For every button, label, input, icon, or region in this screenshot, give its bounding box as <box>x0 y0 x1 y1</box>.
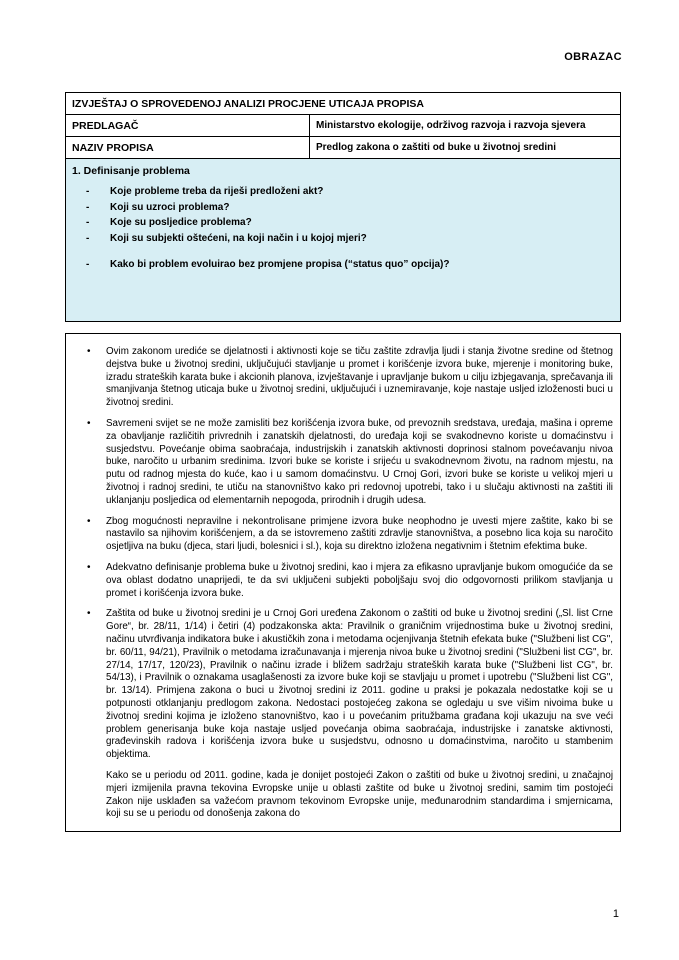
bullet-paragraph <box>66 418 620 508</box>
closing-paragraph: Kako se u periodu od 2011. godine, kada je donijet postojeći Zakon o zaštiti od buke u životnoj sredini, u značajnoj mjeri izmijenila pravna tekovina Evropske unije u oblasti zaštite od buke u životnoj sredini, samim tim postojeći Zakon nije usklađen sa važećom pravnom tekovinom Evropske unije, međunarodnim standardima i smjernicama, koji su se u periodu od donošenja zakona do <box>106 769 613 820</box>
bullet-icon: • <box>87 346 91 357</box>
question-text: Koje probleme treba da riješi predloženi akt? <box>110 186 324 197</box>
predlagac-label: PREDLAGAČ <box>66 115 310 136</box>
bullet-text: Savremeni svijet se ne može zamisliti bez korišćenja izvora buke, od prevoznih sredstava, uređaja, mašina i opreme za obavljanje različitih privrednih i zanatskih djelatnosti, do uređaja koji se svakodnevno koriste u domaćinstvu i susjedstvu. Povećanje obima saobraćaja, industrijskih i zanatskih aktivnosti doprinosi stalnom povećavanju nivoa buke, naročito u urbanim sredinima. Izvori buke se koriste i srijeću u svakodnevnom životu, na radnom mjestu, na putu od radnog mjesta do kuće, kao i u samom domaćinstvu. U Crnoj Gori, izvori buke se koriste u velikoj mjeri u životnoj i radnoj sredini, te utiču na stanovništvo kako pri redovnoj upotrebi, tako i u slučaju aktivnosti na zaštiti ili uklanjanju posljedica od elementarnih nepogoda, prirodnih i drugih udesa. <box>106 417 613 506</box>
row-naziv-propisa <box>65 136 621 159</box>
bullet-text: Ovim zakonom urediće se djelatnosti i aktivnosti koje se tiču zaštite zdravlja ljudi i stanja životne sredine od štetnog dejstva buke u životnoj sredini, uključujući stavljanje u promet i korišćenje izvora buke, mjerenje i monitoring buke, izradu strateških karata buke i akcionih planova, izvještavanje i upravljanje bukom u cilju izbjegavanja, sprečavanja ili smanjivanja štetnog uticaja buke u životnoj sredini, uključujući i uznemiravanje, koje nastaje usljed izloženosti buci u životnoj sredini. <box>106 346 613 409</box>
report-table <box>65 92 621 832</box>
dash-marker: - <box>86 186 90 197</box>
question-text: Koji su subjekti oštećeni, na koji način i u kojoj mjeri? <box>110 232 367 244</box>
bullet-text: Zaštita od buke u životnoj sredini je u Crnoj Gori uređena Zakonom o zaštiti od buke u životnoj sredini („Sl. list Crne Gore“, br. 28/11, 1/14) i četiri (4) podzakonska akta: Pravilnik o graničnim vrijednostima buke u životnoj sredini, načinu utvrđivanja indikatora buke i akustičkih zona i metodama ocjenjivanja štetnih efekata buke ("Službeni list CG", br. 60/11, 94/21), Pravilnik o metodama izračunavanja i mjerenja nivoa buke u životnoj sredini ("Službeni list CG", br. 27/14, 17/17, 120/23), Pravilnik o načinu izrade i bližem sadržaju strateških karata buke ("Službeni list CG", br. 54/13), i Pravilnik o oznakama usaglašenosti za izvore buke koji se stavljaju u promet i upotrebu ("Službeni list CG", br. 13/14). Primjena zakona o buci u životnoj sredini iz 2011. godine u praksi je pokazala nedostatke koji se u potpunosti otklanjanju predlogom zakona. Nedostaci postojećeg zakona se ogledaju u sve višim nivoima buke u životnoj sredini kojima je izloženo stanovništvo, kao i u povećanim pritužbama građana koji ukazuju na sve veći problem generisanja buke koja nastaje usljed povećanja obima saobraćaja, industrijske i zanatske aktivnosti, građevinskih radova i korišćenja izvora buke u susjedstvu, odnosno u domaćinstvima, naročito u stambenim objektima. <box>106 608 613 761</box>
row-predlagac <box>65 114 621 137</box>
dash-marker: - <box>86 201 90 213</box>
bullet-text: Zbog mogućnosti nepravilne i nekontrolisane primjene izvora buke neophodno je uvesti mjere zaštite, kako bi se nastavilo sa njihovim korišćenjem, a da se istovremeno zaštiti zdravlje stanovništva, a posebno lica koja su naročito osjetljiva na buku (djeca, stari ljudi, bolesnici i sl.), koja su direktno izložena negativnim i štetnim efektima buke. <box>106 515 613 553</box>
bullet-icon: • <box>87 515 91 527</box>
form-corner-label: OBRAZAC <box>564 51 622 63</box>
question-item <box>86 258 614 271</box>
dash-marker: - <box>86 258 90 270</box>
question-text: Kako bi problem evoluirao bez promjene propisa (“status quo” opcija)? <box>110 258 450 270</box>
question-item <box>86 216 614 229</box>
question-item <box>86 201 614 214</box>
page-number: 1 <box>612 908 619 920</box>
naziv-propisa-label: NAZIV PROPISA <box>66 137 310 158</box>
bullet-paragraph <box>66 516 620 554</box>
report-title: IZVJEŠTAJ O SPROVEDENOJ ANALIZI PROCJENE UTICAJA PROPISA <box>65 92 621 115</box>
bullet-text: Adekvatno definisanje problema buke u životnoj sredini, kao i mjera za efikasno upravljanje bukom omogućiće da se ova oblast dodatno unaprijedi, te da svi uključeni subjekti poboljšaju svoj dio odgovornosti prilikom stavljanja u promet i korišćenja izvora buke. <box>106 561 613 599</box>
bullet-paragraph <box>66 346 620 410</box>
question-item <box>86 185 614 198</box>
answer-body-cell <box>65 333 621 832</box>
bullet-paragraph <box>66 608 620 762</box>
question-text: Koje su posljedice problema? <box>110 217 252 228</box>
question-item <box>86 232 614 245</box>
bullet-icon: • <box>87 417 91 429</box>
bullet-icon: • <box>87 561 91 573</box>
predlagac-value: Ministarstvo ekologije, održivog razvoja i razvoja sjevera <box>316 120 586 131</box>
bullet-icon: • <box>87 608 91 620</box>
naziv-propisa-value: Predlog zakona o zaštiti od buke u životnoj sredini <box>316 142 557 153</box>
dash-marker: - <box>86 232 90 244</box>
dash-marker: - <box>86 217 90 228</box>
section-heading: 1. Definisanje problema <box>72 165 190 177</box>
section-definisanje-problema <box>65 158 621 322</box>
bullet-paragraph <box>66 562 620 600</box>
question-text: Koji su uzroci problema? <box>110 201 230 213</box>
